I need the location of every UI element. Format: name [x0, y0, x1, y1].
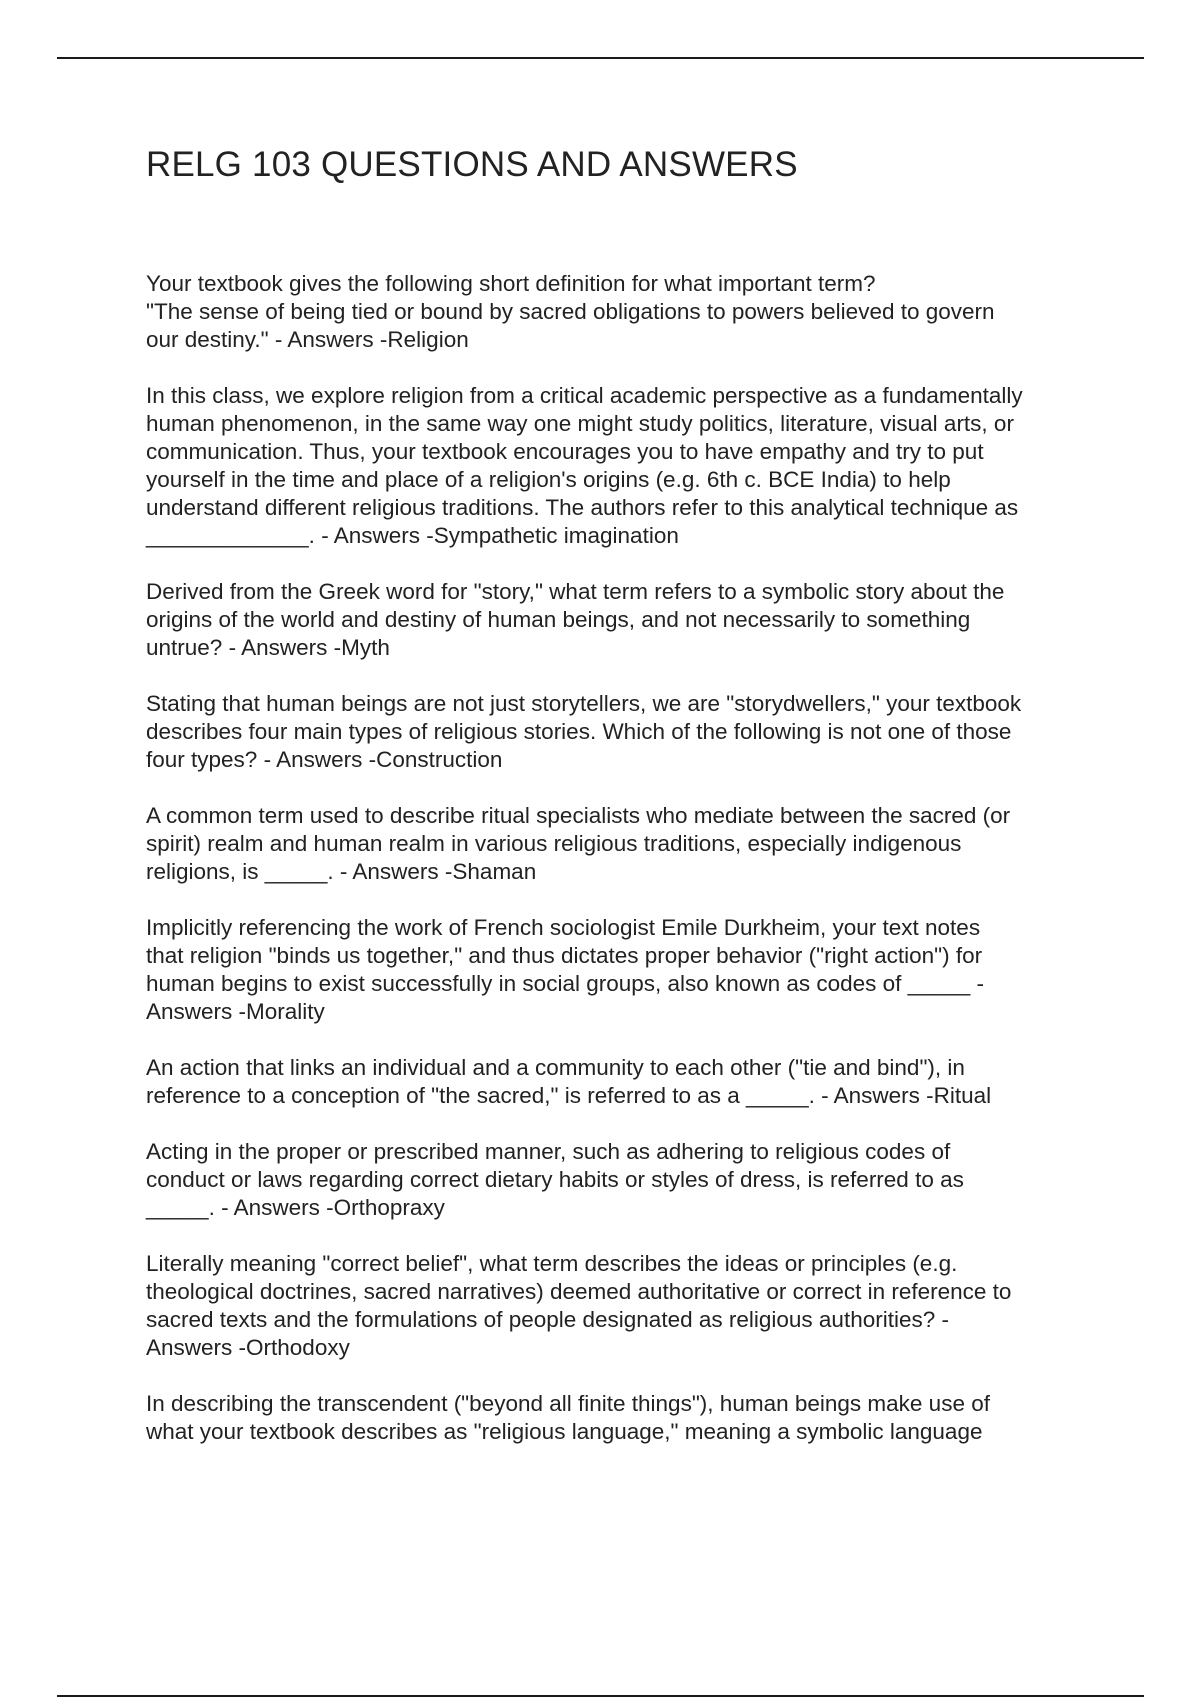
question-text: Stating that human beings are not just storytellers, we are "storydwellers," your textbook describes four main types of religious stories. Which of the following is not one of those four types? — [146, 691, 1022, 772]
qa-item — [146, 914, 1106, 1026]
answer-text: Morality — [246, 999, 325, 1024]
question-text: A common term used to describe ritual specialists who mediate between the sacred (or spirit) realm and human realm in various religious traditions, especially indigenous religions, is _____. — [146, 803, 1011, 884]
qa-item — [146, 690, 1106, 774]
qa-item — [146, 578, 1106, 662]
document-title: RELG 103 QUESTIONS AND ANSWERS — [146, 145, 798, 184]
qa-item — [146, 1390, 1106, 1446]
qa-item — [146, 270, 1106, 354]
qa-list — [146, 270, 1106, 1474]
qa-item — [146, 1054, 1106, 1110]
question-text: Derived from the Greek word for "story," what term refers to a symbolic story about the origins of the world and destiny of human beings, and not necessarily to something untrue? — [146, 579, 1005, 660]
answer-prefix: - Answers - — [814, 1083, 934, 1108]
question-text: Implicitly referencing the work of French sociologist Emile Durkheim, your text notes that religion "binds us together," and thus dictates proper behavior ("right action") for human begins to exist successfully in social groups, also known as codes of _____ — [146, 915, 983, 996]
qa-item — [146, 1250, 1106, 1362]
answer-text: Orthopraxy — [333, 1195, 445, 1220]
answer-prefix: - Answers - — [257, 747, 377, 772]
answer-text: Ritual — [933, 1083, 992, 1108]
question-text: In this class, we explore religion from a critical academic perspective as a fundamentally human phenomenon, in the same way one might study politics, literature, visual arts, or communication. Thus, your textbook encourages you to have empathy and try to put yourself in the time and place of a religion's origins (e.g. 6th c. BCE India) to help understand different religious traditions. The authors refer to this analytical technique as _____________. — [146, 383, 1023, 548]
answer-prefix: - Answers - — [268, 327, 388, 352]
answer-text: Religion — [387, 327, 469, 352]
answer-text: Orthodoxy — [246, 1335, 350, 1360]
answer-text: Sympathetic imagination — [433, 523, 679, 548]
answer-text: Construction — [376, 747, 503, 772]
answer-prefix: - Answers - — [314, 523, 434, 548]
answer-prefix: - Answers - — [333, 859, 453, 884]
answer-prefix: - Answers - — [146, 1307, 949, 1360]
question-text: In describing the transcendent ("beyond all finite things"), human beings make use of what your textbook describes as "religious language," meaning a symbolic language — [146, 1391, 990, 1444]
bottom-rule — [57, 1695, 1144, 1697]
answer-text: Shaman — [452, 859, 537, 884]
qa-item — [146, 382, 1106, 550]
qa-item — [146, 802, 1106, 886]
top-rule — [57, 57, 1144, 59]
answer-prefix: - Answers - — [214, 1195, 334, 1220]
question-text: An action that links an individual and a community to each other ("tie and bind"), in reference to a conception of "the sacred," is referred to as a _____. — [146, 1055, 965, 1108]
answer-text: Myth — [341, 635, 390, 660]
qa-item — [146, 1138, 1106, 1222]
question-text: Acting in the proper or prescribed manner, such as adhering to religious codes of conduct or laws regarding correct dietary habits or styles of dress, is referred to as _____. — [146, 1139, 964, 1220]
question-text: Literally meaning "correct belief", what term describes the ideas or principles (e.g. theological doctrines, sacred narratives) deemed authoritative or correct in reference to sacred texts and the formulations of people designated as religious authorities? — [146, 1251, 1012, 1332]
answer-prefix: - Answers - — [222, 635, 342, 660]
answer-prefix: - Answers - — [146, 971, 984, 1024]
question-text: Your textbook gives the following short definition for what important term? "The sense of being tied or bound by sacred obligations to powers believed to govern our destiny." — [146, 271, 995, 352]
